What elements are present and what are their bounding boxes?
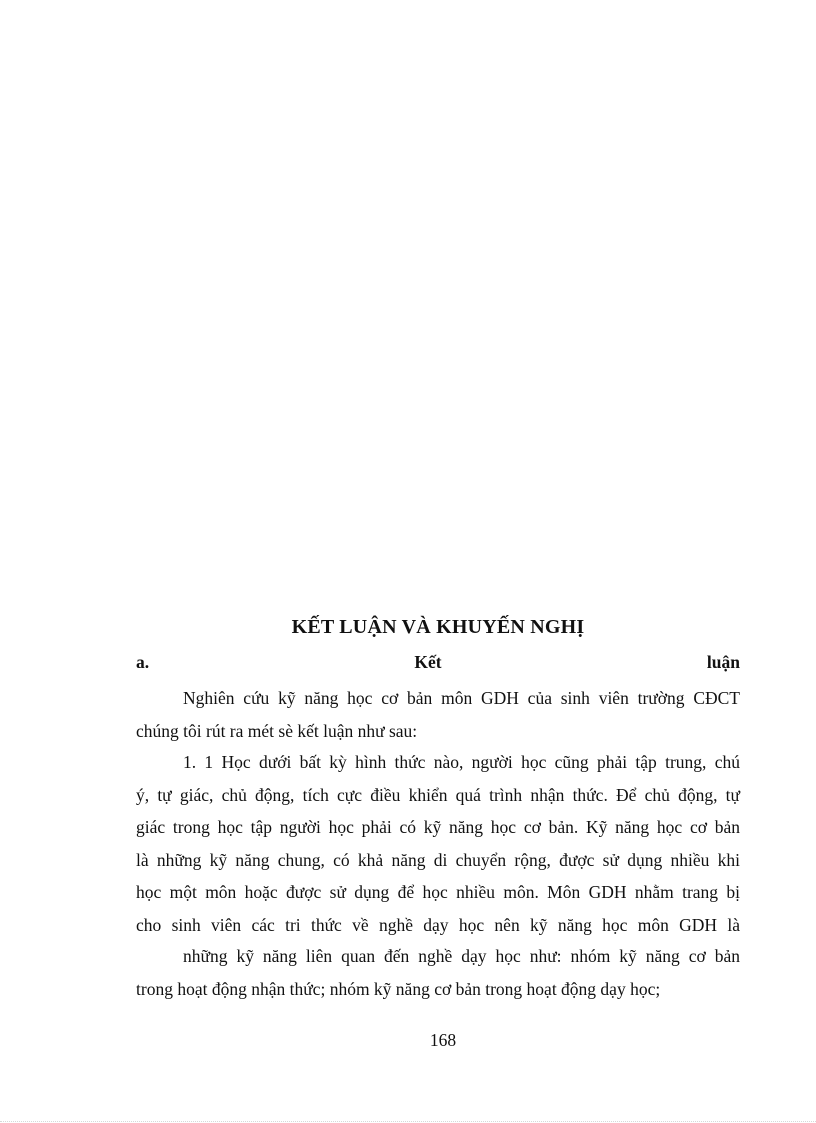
section-heading — [136, 652, 740, 673]
paragraph-3-line-1: những kỹ năng liên quan đến nghề dạy học như: nhóm kỹ năng cơ bản — [183, 946, 740, 966]
section-heading-word-1: Kết — [414, 652, 442, 672]
paragraph-3 — [136, 940, 740, 1005]
section-heading-word-2: luận — [706, 652, 740, 672]
paragraph-1-line-2: chúng tôi rút ra mét sè kết luận như sau: — [136, 720, 418, 741]
paragraph-1-line-1: Nghiên cứu kỹ năng học cơ bản môn GDH của sinh viên trường CĐCT — [183, 688, 740, 708]
paragraph-2-line-3: giác trong học tập người học phải có kỹ năng học cơ bản. Kỹ năng học cơ bản — [136, 817, 740, 837]
paragraph-1 — [136, 682, 740, 747]
paragraph-2-line-4: là những kỹ năng chung, có khả năng di chuyển rộng, được sử dụng nhiều khi — [136, 849, 740, 870]
paragraph-2-line-1: 1. 1 Học dưới bất kỳ hình thức nào, người học cũng phải tập trung, chú — [183, 752, 740, 772]
section-marker: a. — [136, 652, 150, 672]
paragraph-2-line-6: cho sinh viên các tri thức về nghề dạy học nên kỹ năng học môn GDH là — [136, 914, 740, 935]
paragraph-2-line-5: học một môn hoặc được sử dụng để học nhiều môn. Môn GDH nhằm trang bị — [136, 882, 740, 902]
paragraph-2 — [136, 746, 740, 941]
page-number: 168 — [429, 1030, 457, 1050]
paragraph-3-line-2: trong hoạt động nhận thức; nhóm kỹ năng cơ bản trong hoạt động dạy học; — [136, 978, 661, 999]
chapter-title: KẾT LUẬN VÀ KHUYẾN NGHỊ — [291, 616, 585, 638]
paragraph-2-line-2: ý, tự giác, chủ động, tích cực điều khiển quá trình nhận thức. Để chủ động, tự — [136, 784, 740, 805]
